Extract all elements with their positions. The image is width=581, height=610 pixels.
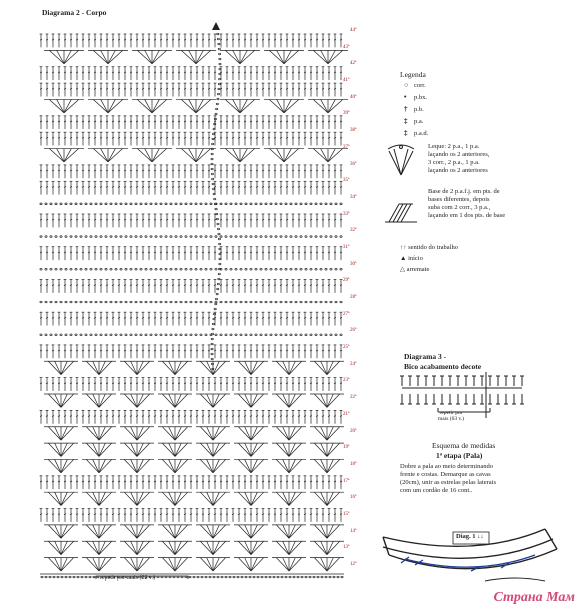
direction-arrows-icon: ↑↑	[400, 244, 409, 251]
measures-text: Dobre a pala ao meio determinando frente e costas. Demarque as cavas (20cm), unir as estrelas pelas laterais com um cordão de 16 cont..	[400, 463, 497, 494]
row-number: 35ª	[343, 178, 350, 184]
row-number: 42ª	[350, 61, 357, 67]
diagram3-repeat-note: repetir por mais (63 v.)	[438, 410, 465, 422]
legend-title: Legenda	[400, 70, 426, 79]
measures-subtitle: 1ª etapa (Pala)	[436, 451, 483, 460]
watermark: Страна Мам	[493, 590, 575, 605]
row-number: 21ª	[343, 411, 350, 417]
row-number: 19ª	[343, 445, 350, 451]
row-number: 36ª	[350, 161, 357, 167]
diagram2-title: Diagrama 2 - Corpo	[42, 8, 107, 17]
leque-description: Leque: 2 p.a., 1 p.a. laçando os 2 anteriores, 3 corr., 2 p.a., 1 p.a. laçando os 2 anteriores	[428, 143, 490, 174]
finish-legend: △ arremate	[400, 266, 430, 273]
legend-label-1: p.bx.	[414, 94, 427, 101]
row-number: 20ª	[350, 428, 357, 434]
start-arrow-icon: ▲	[400, 255, 409, 262]
row-number: 24ª	[350, 361, 357, 367]
row-number: 22ª	[350, 395, 357, 401]
legend-label-4: p.a.d.	[414, 130, 429, 137]
legend-symbol-0: ○	[404, 81, 409, 89]
diag1-label: Diag. 1 ↓↓	[456, 533, 484, 540]
row-number: 18ª	[350, 461, 357, 467]
finish-arrow-icon: △	[400, 266, 407, 273]
leque-icon	[386, 143, 416, 177]
legend-symbol-4: ‡	[404, 129, 408, 137]
row-number: 23ª	[343, 378, 350, 384]
row-number: 43ª	[343, 44, 350, 50]
diagram3-subtitle: Bico acabamento decote	[404, 362, 482, 371]
row-number: 34ª	[350, 194, 357, 200]
start-legend: ▲ início	[400, 255, 423, 262]
row-number: 32ª	[350, 228, 357, 234]
row-number: 28ª	[350, 295, 357, 300]
crochet-body-chart	[38, 20, 350, 580]
base-icon	[383, 200, 419, 226]
row-number: 31ª	[343, 244, 350, 250]
legend-label-0: corr.	[414, 82, 426, 89]
diagram3-title: Diagrama 3 -	[404, 352, 447, 361]
row-number: 37ª	[343, 144, 350, 150]
measures-title: Esquema de medidas	[432, 441, 496, 450]
diagram2-repeat-note: repetir por mais (22 v.)	[100, 575, 156, 581]
legend-symbol-3: ‡	[404, 117, 408, 125]
row-number: 12ª	[350, 562, 357, 567]
row-number: 17ª	[343, 478, 350, 484]
legend-label-2: p.b.	[414, 106, 424, 113]
row-number: 44ª	[350, 28, 357, 33]
row-number: 16ª	[350, 495, 357, 501]
base-description: Base de 2 p.a.f.j. em pts. de bases diferentes, depois suba com 2 corr., 3 p.a., laçando em 1 dos pts. de base	[428, 188, 506, 219]
row-number: 38ª	[350, 128, 357, 134]
row-number: 15ª	[343, 511, 350, 517]
row-number: 40ª	[350, 94, 357, 100]
row-number: 33ª	[343, 211, 350, 217]
row-number: 30ª	[350, 261, 357, 267]
row-number: 27ª	[343, 311, 350, 317]
yoke-schematic	[375, 515, 575, 595]
row-number: 39ª	[343, 111, 350, 117]
row-number: 14ª	[350, 528, 357, 534]
row-number: 13ª	[343, 545, 350, 551]
legend-symbol-2: †	[404, 105, 408, 113]
legend-symbol-1: •	[404, 93, 407, 101]
row-number: 29ª	[343, 278, 350, 284]
row-number: 26ª	[350, 328, 357, 334]
legend-label-3: p.a.	[414, 118, 424, 125]
direction-legend: ↑↑ sentido do trabalho	[400, 244, 458, 251]
row-number: 25ª	[343, 345, 350, 351]
row-number: 41ª	[343, 78, 350, 84]
